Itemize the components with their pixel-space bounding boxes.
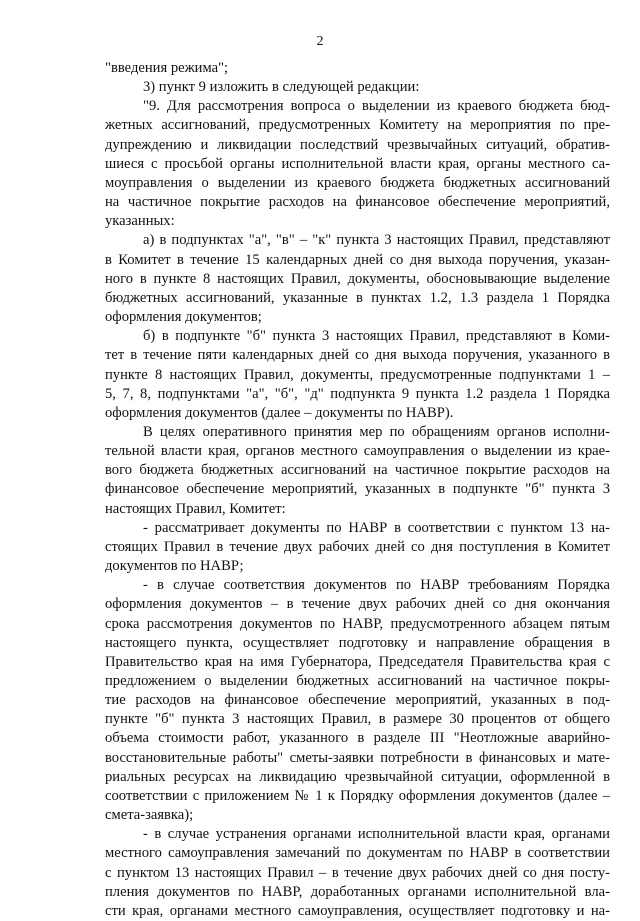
text-line: жетных ассигнований, предусмотренных Комитету на мероприятия по пре- xyxy=(105,117,610,134)
text-line: смета-заявка); xyxy=(105,807,194,824)
text-line: оформления документов; xyxy=(105,309,262,326)
text-line: настоящего пункта, осуществляет подготовку и направление обращения в xyxy=(105,634,610,651)
text-line: предложением о выделении бюджетных ассигнований на частичное покры- xyxy=(105,673,610,689)
text-line: в Комитет в течение 15 календарных дней со дня выхода поручения, указан- xyxy=(105,251,610,268)
text-line: сти края, органами местного самоуправления, осуществляет подготовку и на- xyxy=(105,902,610,919)
document-body xyxy=(105,59,610,921)
text-line: а) в подпунктах "а", "в" – "к" пункта 3 настоящих Правил, представляют xyxy=(143,232,610,249)
text-line: настоящих Правил, Комитет: xyxy=(105,500,286,517)
text-line: "9. Для рассмотрения вопроса о выделении из краевого бюджета бюд- xyxy=(143,98,610,115)
text-line: с пунктом 13 настоящих Правил – в течение двух рабочих дней со дня посту- xyxy=(105,864,610,881)
text-line: - в случае соответствия документов по НАВР требованиям Порядка xyxy=(143,577,610,594)
text-line: стоящих Правил в течение двух рабочих дней со дня поступления в Комитет xyxy=(105,538,610,555)
text-line: соответствии с приложением № 1 к Порядку оформления документов (далее – xyxy=(105,787,610,804)
text-line: восстановительные работы" сметы-заявки потребности в финансовых и мате- xyxy=(105,749,610,766)
text-line: тие расходов на финансовое обеспечение мероприятий, указанных в под- xyxy=(105,692,610,709)
text-line: б) в подпункте "б" пункта 3 настоящих Правил, представляют в Коми- xyxy=(143,328,610,345)
page-number: 2 xyxy=(316,34,324,49)
text-line: пункте 8 настоящих Правил, документы, предусмотренные подпунктами 1 – xyxy=(105,366,610,383)
text-line: 5, 7, 8, подпунктами "а", "б", "д" подпункта 9 пункта 1.2 раздела 1 Порядка xyxy=(105,385,610,402)
text-line: тет в течение пяти календарных дней со дня выхода поручения, указанного в xyxy=(105,347,610,364)
text-line: оформления документов – в течение двух рабочих дней со дня окончания xyxy=(105,596,610,613)
text-line: шиеся с просьбой органы исполнительной власти края, органы местного са- xyxy=(105,155,610,172)
text-line: пункте "б" пункта 3 настоящих Правил, в размере 30 процентов от общего xyxy=(105,711,610,728)
text-line: дупреждению и ликвидации последствий чрезвычайных ситуаций, обратив- xyxy=(105,136,610,153)
text-line: "введения режима"; xyxy=(105,60,229,76)
text-line: местного самоуправления замечаний по документам по НАВР в соответствии xyxy=(105,845,610,862)
text-line: риальных ресурсах на ликвидацию чрезвычайной ситуации, оформленной в xyxy=(105,768,610,785)
text-line: бюджетных ассигнований, указанные в пунктах 1.2, 1.3 раздела 1 Порядка xyxy=(105,289,610,306)
text-line: срока рассмотрения документов по НАВР, предусмотренного абзацем пятым xyxy=(105,615,610,632)
text-line: документов по НАВР; xyxy=(105,558,244,575)
text-line: указанных: xyxy=(105,213,175,230)
text-line: вого бюджета бюджетных ассигнований на частичное покрытие расходов на xyxy=(105,462,610,479)
text-line: тельной власти края, органов местного самоуправления о выделении из крае- xyxy=(105,443,610,460)
text-line: на частичное покрытие расходов на финансовое обеспечение мероприятий, xyxy=(105,194,610,211)
text-line: ного в пункте 8 настоящих Правил, документы, обосновывающие выделение xyxy=(105,270,610,287)
text-line: пления документов по НАВР, доработанных органами исполнительной вла- xyxy=(105,883,610,900)
text-line: Правительство края на имя Губернатора, Председателя Правительства края с xyxy=(105,653,610,670)
text-line: моуправления о выделении из краевого бюджета бюджетных ассигнований xyxy=(105,174,610,191)
text-line: объема стоимости работ, указанного в разделе III "Неотложные аварийно- xyxy=(105,730,610,747)
text-line: - рассматривает документы по НАВР в соответствии с пунктом 13 на- xyxy=(143,519,610,536)
text-line: финансовое обеспечение мероприятий, указанных в подпункте "б" пункта 3 xyxy=(105,481,610,498)
text-line: 3) пункт 9 изложить в следующей редакции: xyxy=(143,79,420,96)
text-line: оформления документов (далее – документы по НАВР). xyxy=(105,404,454,421)
text-line: - в случае устранения органами исполнительной власти края, органами xyxy=(143,826,610,843)
text-line: В целях оперативного принятия мер по обращениям органов исполни- xyxy=(143,423,610,440)
